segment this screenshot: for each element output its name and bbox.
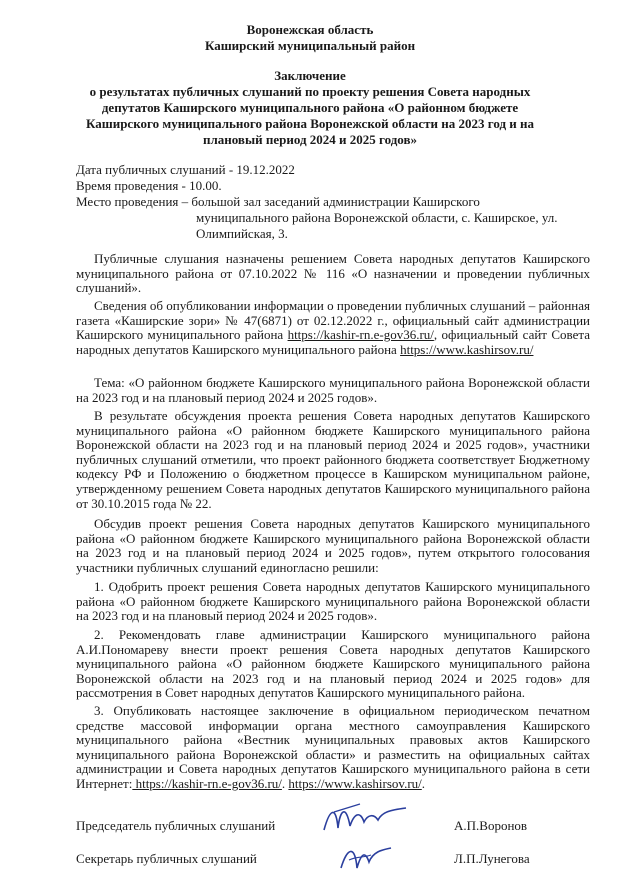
council-site-link[interactable]: https://www.kashirsov.ru/: [400, 341, 534, 357]
secretary-name: Л.П.Лунегова: [454, 851, 530, 866]
district-heading: Каширский муниципальный район: [204, 38, 416, 53]
subject-line-2: депутатов Каширского муниципального района «О районном бюджете: [101, 100, 519, 115]
admin-site-link[interactable]: https://kashir-rn.e-gov36.ru/: [287, 327, 434, 343]
chair-label: Председатель публичных слушаний: [76, 818, 276, 833]
hearing-date: Дата публичных слушаний - 19.12.2022: [76, 162, 295, 177]
hearing-place-line-2: муниципального района Воронежской области, с. Каширское, ул.: [196, 210, 558, 225]
paragraph-publication: [76, 299, 590, 357]
chair-name: А.П.Воронов: [454, 818, 528, 833]
hearing-time: Время проведения - 10.00.: [76, 178, 222, 193]
hearing-place-line-3: Олимпийская, 3.: [196, 226, 288, 241]
council-site-link-2[interactable]: https://www.kashirsov.ru/: [288, 775, 422, 791]
publication-mid: , официальный сайт Совета народных депутатов Каширского муниципального района: [76, 327, 590, 357]
admin-site-link-2[interactable]: https://kashir-rn.e-gov36.ru/: [132, 775, 282, 791]
document-title: Заключение: [274, 68, 346, 83]
secretary-label: Секретарь публичных слушаний: [76, 851, 257, 866]
subject-line-1: о результатах публичных слушаний по проекту решения Совета народных: [89, 84, 531, 99]
paragraph-topic: Тема: «О районном бюджете Каширского муниципального района Воронежской области на 2023 год и на плановый период 2024 и 2025 годов».: [76, 375, 590, 405]
paragraph-appointment: Публичные слушания назначены решением Совета народных депутатов Каширского муниципального района от 07.10.2022 № 116 «О назначении и проведении публичных слушаний».: [76, 251, 590, 296]
secretary-signature: [335, 838, 395, 875]
item-3-end: .: [421, 775, 426, 791]
paragraph-discussion: В результате обсуждения проекта решения Совета народных депутатов Каширского муниципального района «О районном бюджете Каширского муниципального района Воронежской области на 2023 год и на плановый период 2024 и 2025 годов», участники публичных слушаний отметили, что проект районного бюджета соответствует Бюджетному кодексу РФ и Положению о бюджетном процессе в Каширском муниципальном районе, утвержденному решением Совета народных депутатов Каширского муниципального района от 30.10.2015 года № 22.: [76, 408, 590, 511]
region-heading: Воронежская область: [246, 22, 374, 37]
link-separator: .: [281, 775, 289, 791]
subject-line-3: Каширского муниципального района Воронежской области на 2023 год и на: [85, 116, 535, 131]
decision-item-1: 1. Одобрить проект решения Совета народных депутатов Каширского муниципального района «О районном бюджете Каширского муниципального района Воронежской области на 2023 год и на плановый период 2024 и 2025 годов».: [76, 579, 590, 624]
decision-item-2: 2. Рекомендовать главе администрации Каширского муниципального района А.И.Пономареву внести проект решения Совета народных депутатов Каширского муниципального района «О районном бюджете Каширского муниципального района Воронежской области на 2023 год и на плановый период 2024 и 2025 годов» для рассмотрения в Совет народных депутатов Каширского муниципального района.: [76, 627, 590, 701]
hearing-place-line-1: Место проведения – большой зал заседаний администрации Каширского: [76, 194, 480, 209]
chair-signature: [320, 800, 410, 840]
subject-line-4: плановый период 2024 и 2025 годов»: [202, 132, 417, 147]
paragraph-decision: Обсудив проект решения Совета народных депутатов Каширского муниципального района «О районном бюджете Каширского муниципального района Воронежской области на 2023 год и на плановый период 2024 и 2025 годов», путем открытого голосования участники публичных слушаний единогласно решили:: [76, 516, 590, 575]
publication-text: Сведения об опубликовании информации о проведении публичных слушаний – районная газета «Каширские зори» № 47(6871) от 02.12.2022 г., официальный сайт администрации Каширского муниципального района: [76, 298, 590, 343]
decision-item-3: [76, 704, 590, 792]
item-3-text: 3. Опубликовать настоящее заключение в официальном периодическом печатном средстве массовой информации органа местного самоуправления Каширского муниципального района «Вестник муниципальных правовых актов Каширского муниципального района Воронежской области» и разместить на официальных сайтах администрации и Совета народных депутатов Каширского муниципального района в сети Интернет:: [76, 703, 590, 791]
